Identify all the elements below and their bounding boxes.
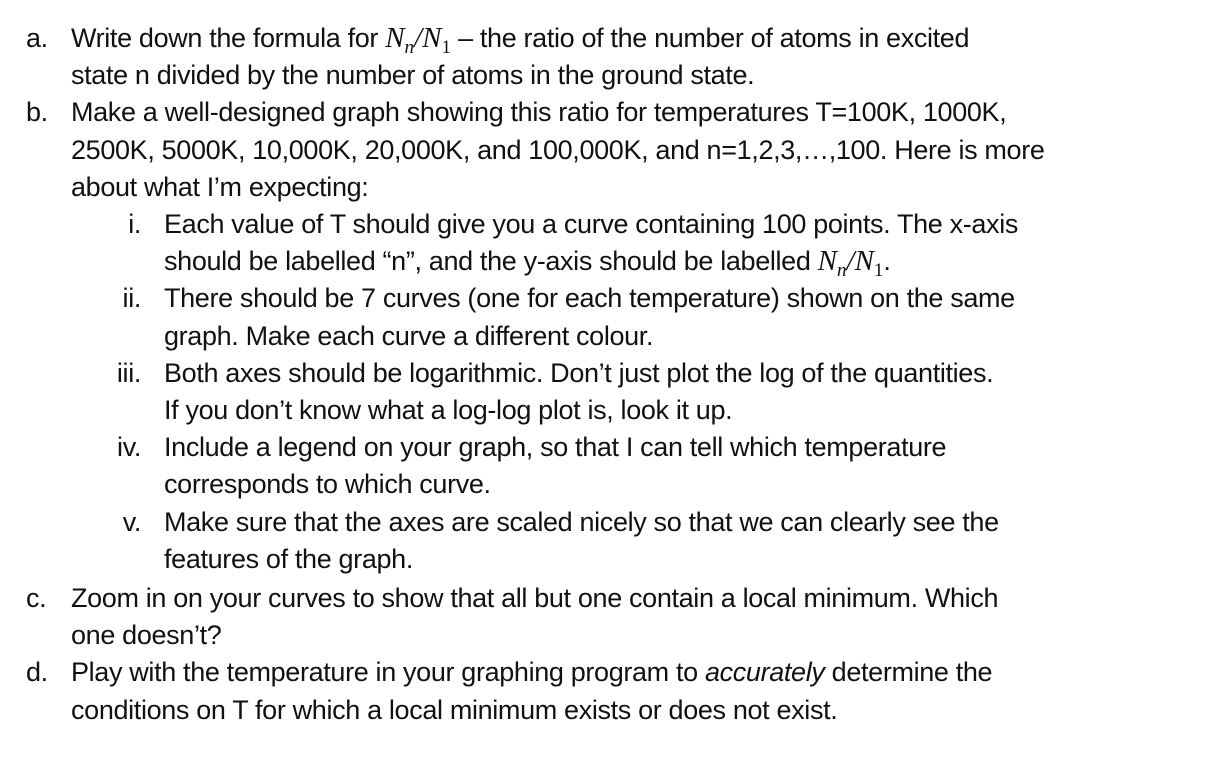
y-axis-label-formula: $N_n/N_1$ xyxy=(817,245,884,282)
item-a-marker: a. xyxy=(26,23,48,53)
item-d-text-pre: Play with the temperature in your graphing program to xyxy=(71,657,705,688)
item-d-line-1 xyxy=(71,654,1214,691)
subitem-i-line-1: Each value of T should give you a curve containing 100 points. The x-axis xyxy=(164,209,1018,240)
subitem-ii-body xyxy=(164,280,1214,354)
subitem-iv-line-2: corresponds to which curve. xyxy=(164,469,491,500)
item-d-text-post: determine the xyxy=(824,657,993,688)
subitem-v-line-2: features of the graph. xyxy=(164,543,413,574)
subitem-i-marker: i. xyxy=(128,209,141,240)
item-c-line-1: Zoom in on your curves to show that all but one contain a local minimum. Which xyxy=(71,583,999,614)
subitem-v xyxy=(0,504,1214,578)
item-a-text-post: – the ratio of the number of atoms in excited xyxy=(450,23,970,53)
subitem-ii xyxy=(0,280,1214,354)
subitem-iv-line-1: Include a legend on your graph, so that I can tell which temperature xyxy=(164,432,947,463)
item-d-marker: d. xyxy=(26,657,48,688)
item-a-line-2: state n divided by the number of atoms in the ground state. xyxy=(71,60,755,91)
subitem-i-line-2 xyxy=(164,243,1214,280)
item-c-line-2: one doesn’t? xyxy=(71,620,222,651)
item-a-body xyxy=(71,20,1214,94)
item-d xyxy=(0,654,1214,728)
item-a-line-1 xyxy=(71,20,1214,57)
item-b-line-1: Make a well-designed graph showing this ratio for temperatures T=100K, 1000K, xyxy=(71,97,1007,128)
subitem-iii-body xyxy=(164,355,1214,429)
item-b-body xyxy=(71,94,1214,206)
item-b xyxy=(0,94,1214,206)
subitem-iv-body xyxy=(164,429,1214,503)
item-a-text-pre: Write down the formula for xyxy=(71,23,386,53)
item-b-marker: b. xyxy=(26,97,48,128)
subitem-iii-line-2: If you don’t know what a log-log plot is, look it up. xyxy=(164,395,733,426)
item-a xyxy=(0,20,1214,94)
item-c-marker: c. xyxy=(26,583,47,614)
item-d-line-2: conditions on T for which a local minimum exists or does not exist. xyxy=(71,694,838,725)
subitem-v-line-1: Make sure that the axes are scaled nicely so that we can clearly see the xyxy=(164,506,999,537)
subitem-v-marker: v. xyxy=(122,506,141,537)
subitem-i-text-post: . xyxy=(883,246,891,277)
item-c-body xyxy=(71,580,1214,654)
subitem-iii xyxy=(0,355,1214,429)
subitem-v-body xyxy=(164,504,1214,578)
subitem-i xyxy=(0,206,1214,280)
subitem-iv xyxy=(0,429,1214,503)
subitem-iii-line-1: Both axes should be logarithmic. Don’t just plot the log of the quantities. xyxy=(164,357,994,388)
item-c xyxy=(0,580,1214,654)
item-d-body xyxy=(71,654,1214,728)
subitem-i-text-pre: should be labelled “n”, and the y-axis should be labelled xyxy=(164,246,818,277)
subitem-i-body xyxy=(164,206,1214,280)
item-b-line-2: 2500K, 5000K, 10,000K, 20,000K, and 100,000K, and n=1,2,3,…,100. Here is more xyxy=(71,134,1045,165)
item-d-emphasis: accurately xyxy=(704,657,825,688)
subitem-ii-line-1: There should be 7 curves (one for each temperature) shown on the same xyxy=(164,283,1015,314)
ratio-formula: $N_n/N_1$ xyxy=(385,22,451,58)
assignment-document xyxy=(0,20,1214,729)
subitem-ii-marker: ii. xyxy=(122,283,141,314)
subitem-ii-line-2: graph. Make each curve a different colour. xyxy=(164,320,654,351)
item-b-line-3: about what I’m expecting: xyxy=(71,171,369,202)
subitem-iii-marker: iii. xyxy=(116,357,141,388)
subitem-iv-marker: iv. xyxy=(117,432,141,463)
